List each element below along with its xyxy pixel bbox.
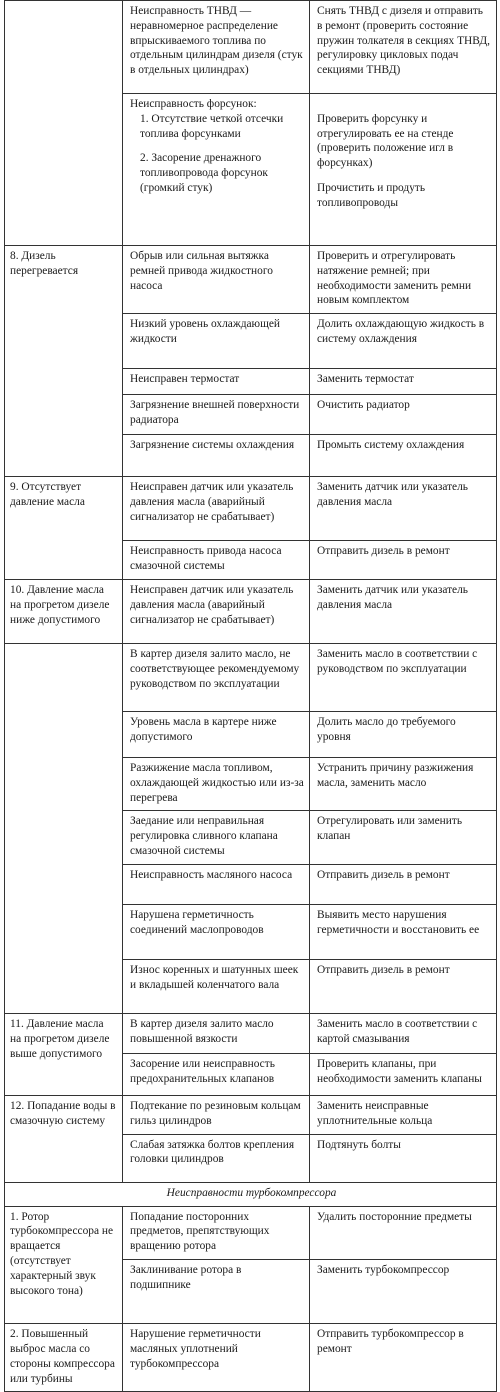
remedy-cell: Заменить датчик или указатель давления масла: [310, 477, 497, 541]
remedy-subitem: Прочистить и продуть топливопроводы: [317, 182, 426, 209]
remedy-cell: Очистить радиатор: [310, 395, 497, 435]
remedy-cell: Выявить место нарушения герметичности и восстановить ее: [310, 904, 497, 959]
cause-cell: Неисправность масляного насоса: [123, 864, 310, 904]
table-row: [5, 1013, 497, 1053]
remedy-cell: Отправить турбокомпрессор в ремонт: [310, 1324, 497, 1392]
symptom-cell: 12. Попадание воды в смазочную систему: [5, 1095, 123, 1182]
cause-cell: Износ коренных и шатунных шеек и вкладышей коленчатого вала: [123, 959, 310, 1013]
remedy-cell: [310, 94, 497, 246]
remedy-cell: Отрегулировать или заменить клапан: [310, 811, 497, 864]
cause-cell: Заедание или неправильная регулировка сливного клапана смазочной системы: [123, 811, 310, 864]
remedy-cell: Долить масло до требуемого уровня: [310, 711, 497, 757]
table-row: [5, 643, 497, 711]
remedy-cell: Заменить термостат: [310, 369, 497, 395]
symptom-cell: [5, 643, 123, 1013]
remedy-cell: Устранить причину разжижения масла, заменить масло: [310, 757, 497, 810]
symptom-cell: [5, 1, 123, 246]
remedy-cell: Промыть систему охлаждения: [310, 435, 497, 477]
cause-cell: Обрыв или сильная вытяжка ремней привода жидкостного насоса: [123, 246, 310, 314]
remedy-cell: Проверить и отрегулировать натяжение ремней; при необходимости заменить ремни новым комплектом: [310, 246, 497, 314]
cause-heading: Неисправность форсунок:: [130, 98, 257, 110]
remedy-cell: Заменить датчик или указатель давления масла: [310, 579, 497, 643]
cause-cell: В картер дизеля залито масло повышенной вязкости: [123, 1013, 310, 1053]
cause-cell: Неисправность привода насоса смазочной системы: [123, 541, 310, 580]
cause-cell: Нарушение герметичности масляных уплотнений турбокомпрессора: [123, 1324, 310, 1392]
cause-cell: Слабая затяжка болтов крепления головки цилиндров: [123, 1134, 310, 1182]
symptom-cell: 1. Ротор турбокомпрессора не вращается (отсутствует характерный звук высокого тона): [5, 1206, 123, 1323]
cause-cell: Уровень масла в картере ниже допустимого: [123, 711, 310, 757]
remedy-cell: Удалить посторонние предметы: [310, 1206, 497, 1259]
remedy-cell: Отправить дизель в ремонт: [310, 959, 497, 1013]
cause-subitem: 2. Засорение дренажного топливопровода форсунок (громкий стук): [140, 152, 268, 195]
cause-cell: Подтекание по резиновым кольцам гильз цилиндров: [123, 1095, 310, 1134]
cause-cell: В картер дизеля залито масло, не соответствующее рекомендуемому руководством по эксплуатации: [123, 643, 310, 711]
cause-cell: Неисправен термостат: [123, 369, 310, 395]
table-row: [5, 1206, 497, 1259]
cause-cell: Неисправен датчик или указатель давления масла (аварийный сигнализатор не срабатывает): [123, 579, 310, 643]
cause-cell: Загрязнение внешней поверхности радиатора: [123, 395, 310, 435]
remedy-cell: Снять ТНВД с дизеля и отправить в ремонт (проверить состояние пружин толкателя в секциях ТНВД, регулировку цикловых подач секциями ТНВД): [310, 1, 497, 94]
table-row: [5, 1324, 497, 1392]
remedy-cell: Отправить дизель в ремонт: [310, 541, 497, 580]
cause-cell: [123, 94, 310, 246]
symptom-cell: 8. Дизель перегревается: [5, 246, 123, 477]
table-row: [5, 579, 497, 643]
symptom-cell: 11. Давление масла на прогретом дизеле выше допустимого: [5, 1013, 123, 1095]
cause-cell: Низкий уровень охлаждающей жидкости: [123, 314, 310, 369]
symptom-cell: 10. Давление масла на прогретом дизеле ниже допустимого: [5, 579, 123, 643]
cause-cell: Неисправен датчик или указатель давления масла (аварийный сигнализатор не срабатывает): [123, 477, 310, 541]
remedy-cell: Подтянуть болты: [310, 1134, 497, 1182]
remedy-cell: Проверить клапаны, при необходимости заменить клапаны: [310, 1053, 497, 1095]
remedy-cell: Заменить турбокомпрессор: [310, 1260, 497, 1324]
remedy-cell: Долить охлаждающую жидкость в систему охлаждения: [310, 314, 497, 369]
cause-cell: Загрязнение системы охлаждения: [123, 435, 310, 477]
symptom-cell: 9. Отсутствует давление масла: [5, 477, 123, 580]
cause-cell: Неисправность ТНВД — неравномерное распределение впрыскиваемого топлива по отдельным цилиндрам дизеля (стук в отдельных цилиндрах): [123, 1, 310, 94]
table-row: [5, 1, 497, 94]
table-row: [5, 246, 497, 314]
section-title: Неисправности турбокомпрессора: [5, 1182, 497, 1206]
troubleshooting-table: [4, 0, 497, 1392]
remedy-cell: Заменить масло в соответствии с руководством по эксплуатации: [310, 643, 497, 711]
remedy-cell: Заменить масло в соответствии с картой смазывания: [310, 1013, 497, 1053]
table-row: [5, 1095, 497, 1134]
table-row: [5, 477, 497, 541]
remedy-subitem: Проверить форсунку и отрегулировать ее на стенде (проверить положение игл в форсунках): [317, 112, 454, 170]
cause-cell: Засорение или неисправность предохранительных клапанов: [123, 1053, 310, 1095]
table-row: [5, 1182, 497, 1206]
cause-cell: Нарушена герметичность соединений маслопроводов: [123, 904, 310, 959]
remedy-cell: Отправить дизель в ремонт: [310, 864, 497, 904]
symptom-cell: 2. Повышенный выброс масла со стороны компрессора или турбины: [5, 1324, 123, 1392]
cause-subitem: 1. Отсутствие четкой отсечки топлива форсунками: [140, 112, 284, 140]
remedy-cell: Заменить неисправные уплотнительные кольца: [310, 1095, 497, 1134]
cause-cell: Попадание посторонних предметов, препятствующих вращению ротора: [123, 1206, 310, 1259]
cause-cell: Разжижение масла топливом, охлаждающей жидкостью или из-за перегрева: [123, 757, 310, 810]
cause-cell: Заклинивание ротора в подшипнике: [123, 1260, 310, 1324]
